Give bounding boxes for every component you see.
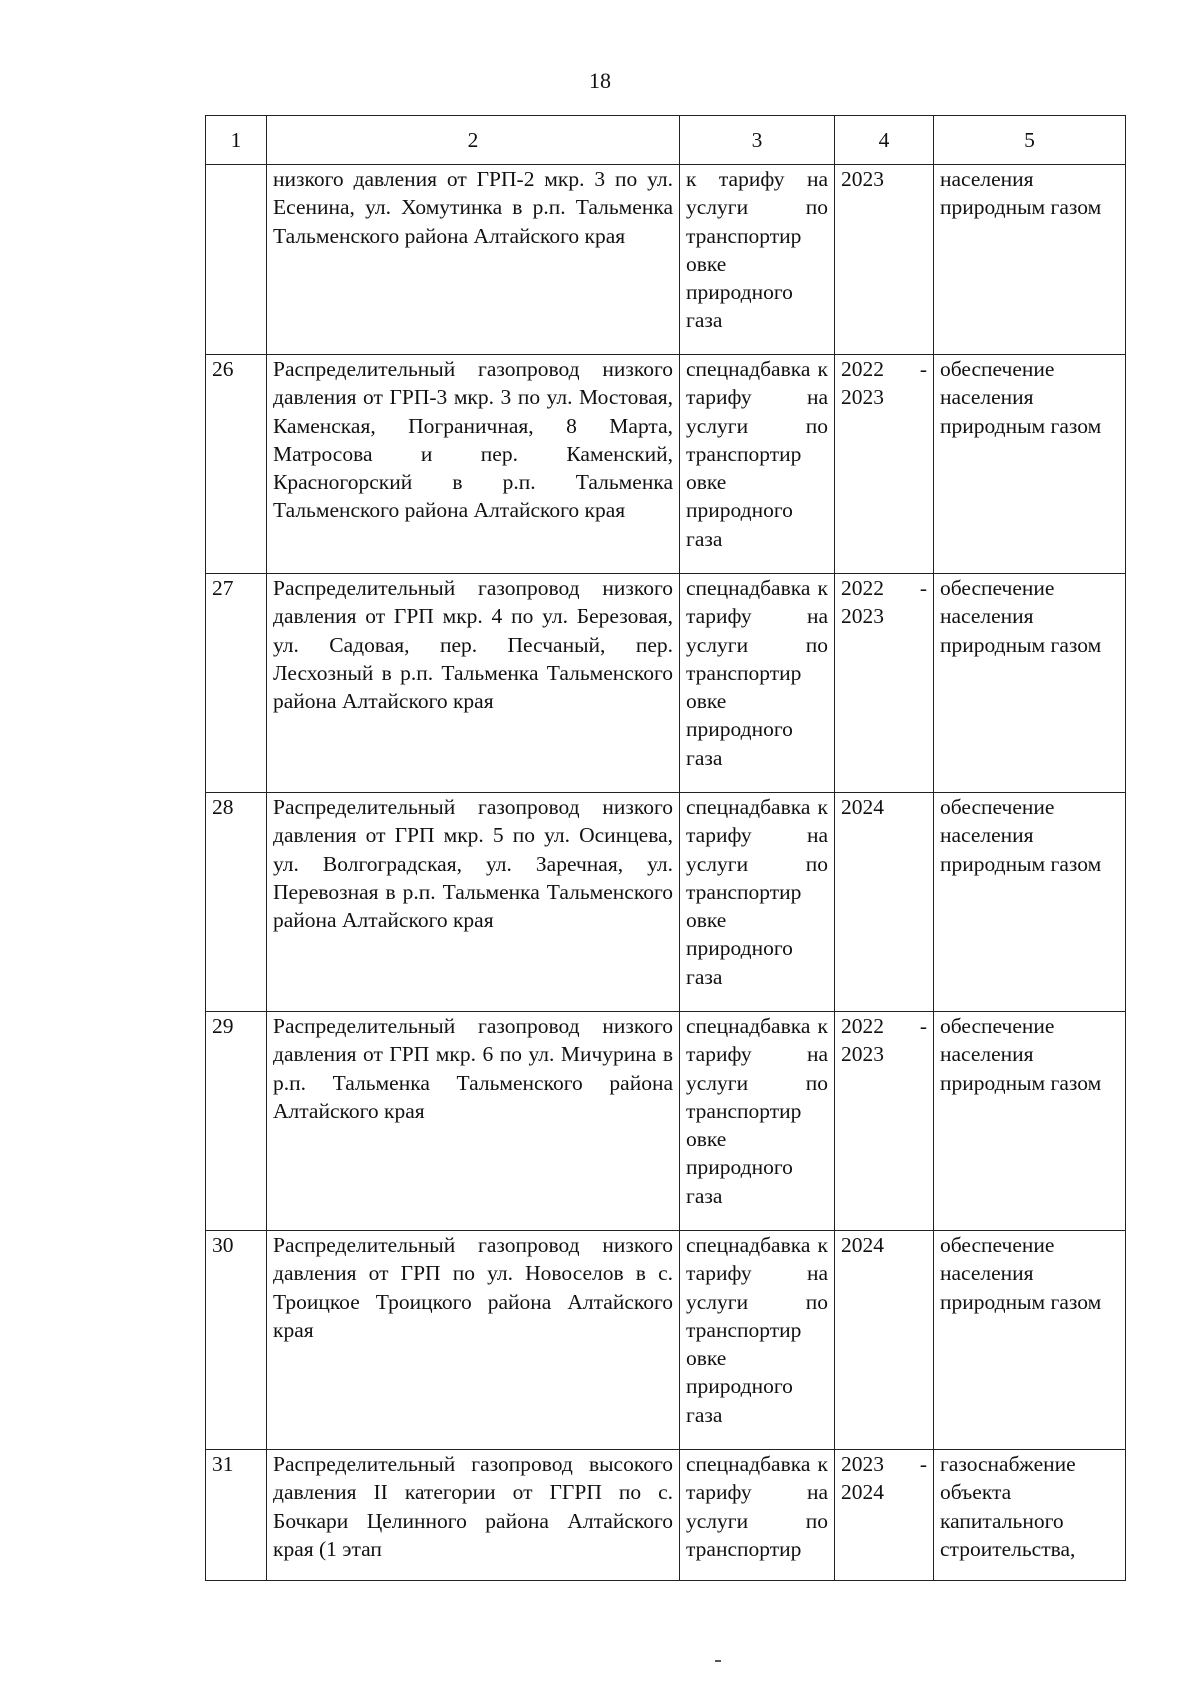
purpose: обеспечение населения природным газом bbox=[934, 355, 1126, 574]
col-header-source: 3 bbox=[680, 116, 835, 165]
funding-source: к тарифу на услуги по транспортир овке природного газа bbox=[680, 165, 835, 355]
object-name: низкого давления от ГРП-2 мкр. 3 по ул. Есенина, ул. Хомутинка в р.п. Тальменка Тальменского района Алтайского края bbox=[267, 165, 680, 355]
year-dash: - bbox=[919, 1014, 927, 1038]
implementation-years bbox=[835, 1012, 934, 1231]
col-header-name: 2 bbox=[267, 116, 680, 165]
row-number bbox=[206, 165, 267, 355]
object-name: Распределительный газопровод низкого давления от ГРП мкр. 5 по ул. Осинцева, ул. Волгоградская, ул. Заречная, ул. Перевозная в р.п. Тальменка Тальменского района Алтайского края bbox=[267, 793, 680, 1012]
funding-source: спецнадбавка к тарифу на услуги по транспортир овке природного газа bbox=[680, 355, 835, 574]
object-name: Распределительный газопровод высокого давления II категории от ГГРП по с. Бочкари Целинного района Алтайского края (1 этап bbox=[267, 1450, 680, 1581]
row-number: 27 bbox=[206, 574, 267, 793]
funding-source: спецнадбавка к тарифу на услуги по транспортир овке природного газа bbox=[680, 793, 835, 1012]
purpose: газоснабжение объекта капитального строительства, bbox=[934, 1450, 1126, 1581]
year-from: 2023 bbox=[841, 167, 884, 191]
purpose: обеспечение населения природным газом bbox=[934, 574, 1126, 793]
year-from: 2023 bbox=[841, 1452, 884, 1476]
row-number: 28 bbox=[206, 793, 267, 1012]
implementation-years bbox=[835, 1450, 934, 1581]
funding-source: спецнадбавка к тарифу на услуги по транспортир овке природного газа bbox=[680, 1231, 835, 1450]
year-to: 2024 bbox=[841, 1480, 884, 1505]
purpose: населения природным газом bbox=[934, 165, 1126, 355]
scan-mark bbox=[715, 1660, 721, 1662]
purpose: обеспечение населения природным газом bbox=[934, 1231, 1126, 1450]
object-name: Распределительный газопровод низкого давления от ГРП мкр. 4 по ул. Березовая, ул. Садовая, пер. Песчаный, пер. Лесхозный в р.п. Тальменка Тальменского района Алтайского края bbox=[267, 574, 680, 793]
table-row bbox=[206, 1450, 1126, 1581]
year-from: 2022 bbox=[841, 576, 884, 600]
row-number: 30 bbox=[206, 1231, 267, 1450]
table-row bbox=[206, 1231, 1126, 1450]
year-from: 2022 bbox=[841, 1014, 884, 1038]
row-number: 29 bbox=[206, 1012, 267, 1231]
year-to: 2023 bbox=[841, 385, 884, 410]
table-row bbox=[206, 793, 1126, 1012]
purpose: обеспечение населения природным газом bbox=[934, 793, 1126, 1012]
table-row bbox=[206, 574, 1126, 793]
year-dash: - bbox=[919, 357, 927, 381]
row-number: 26 bbox=[206, 355, 267, 574]
year-from: 2024 bbox=[841, 1233, 884, 1257]
object-name: Распределительный газопровод низкого давления от ГРП-3 мкр. 3 по ул. Мостовая, Каменская, Пограничная, 8 Марта, Матросова и пер. Каменский, Красногорский в р.п. Тальменка Тальменского района Алтайского края bbox=[267, 355, 680, 574]
funding-source: спецнадбавка к тарифу на услуги по транспортир bbox=[680, 1450, 835, 1581]
year-dash: - bbox=[919, 576, 927, 600]
object-name: Распределительный газопровод низкого давления от ГРП по ул. Новоселов в с. Троицкое Троицкого района Алтайского края bbox=[267, 1231, 680, 1450]
funding-source: спецнадбавка к тарифу на услуги по транспортир овке природного газа bbox=[680, 574, 835, 793]
implementation-years bbox=[835, 355, 934, 574]
table-row bbox=[206, 355, 1126, 574]
year-from: 2022 bbox=[841, 357, 884, 381]
page-number: 18 bbox=[589, 68, 611, 93]
year-from: 2024 bbox=[841, 795, 884, 819]
implementation-years bbox=[835, 574, 934, 793]
row-number: 31 bbox=[206, 1450, 267, 1581]
object-name: Распределительный газопровод низкого давления от ГРП мкр. 6 по ул. Мичурина в р.п. Тальменка Тальменского района Алтайского края bbox=[267, 1012, 680, 1231]
col-header-purpose: 5 bbox=[934, 116, 1126, 165]
table-row bbox=[206, 1012, 1126, 1231]
implementation-years bbox=[835, 793, 934, 1012]
year-to: 2023 bbox=[841, 604, 884, 629]
implementation-years bbox=[835, 1231, 934, 1450]
col-header-number: 1 bbox=[206, 116, 267, 165]
col-header-years: 4 bbox=[835, 116, 934, 165]
program-table bbox=[205, 115, 1126, 1581]
year-dash: - bbox=[919, 1452, 927, 1476]
purpose: обеспечение населения природным газом bbox=[934, 1012, 1126, 1231]
funding-source: спецнадбавка к тарифу на услуги по транспортир овке природного газа bbox=[680, 1012, 835, 1231]
implementation-years bbox=[835, 165, 934, 355]
table-row bbox=[206, 165, 1126, 355]
year-to: 2023 bbox=[841, 1042, 884, 1067]
header-row bbox=[206, 116, 1126, 165]
